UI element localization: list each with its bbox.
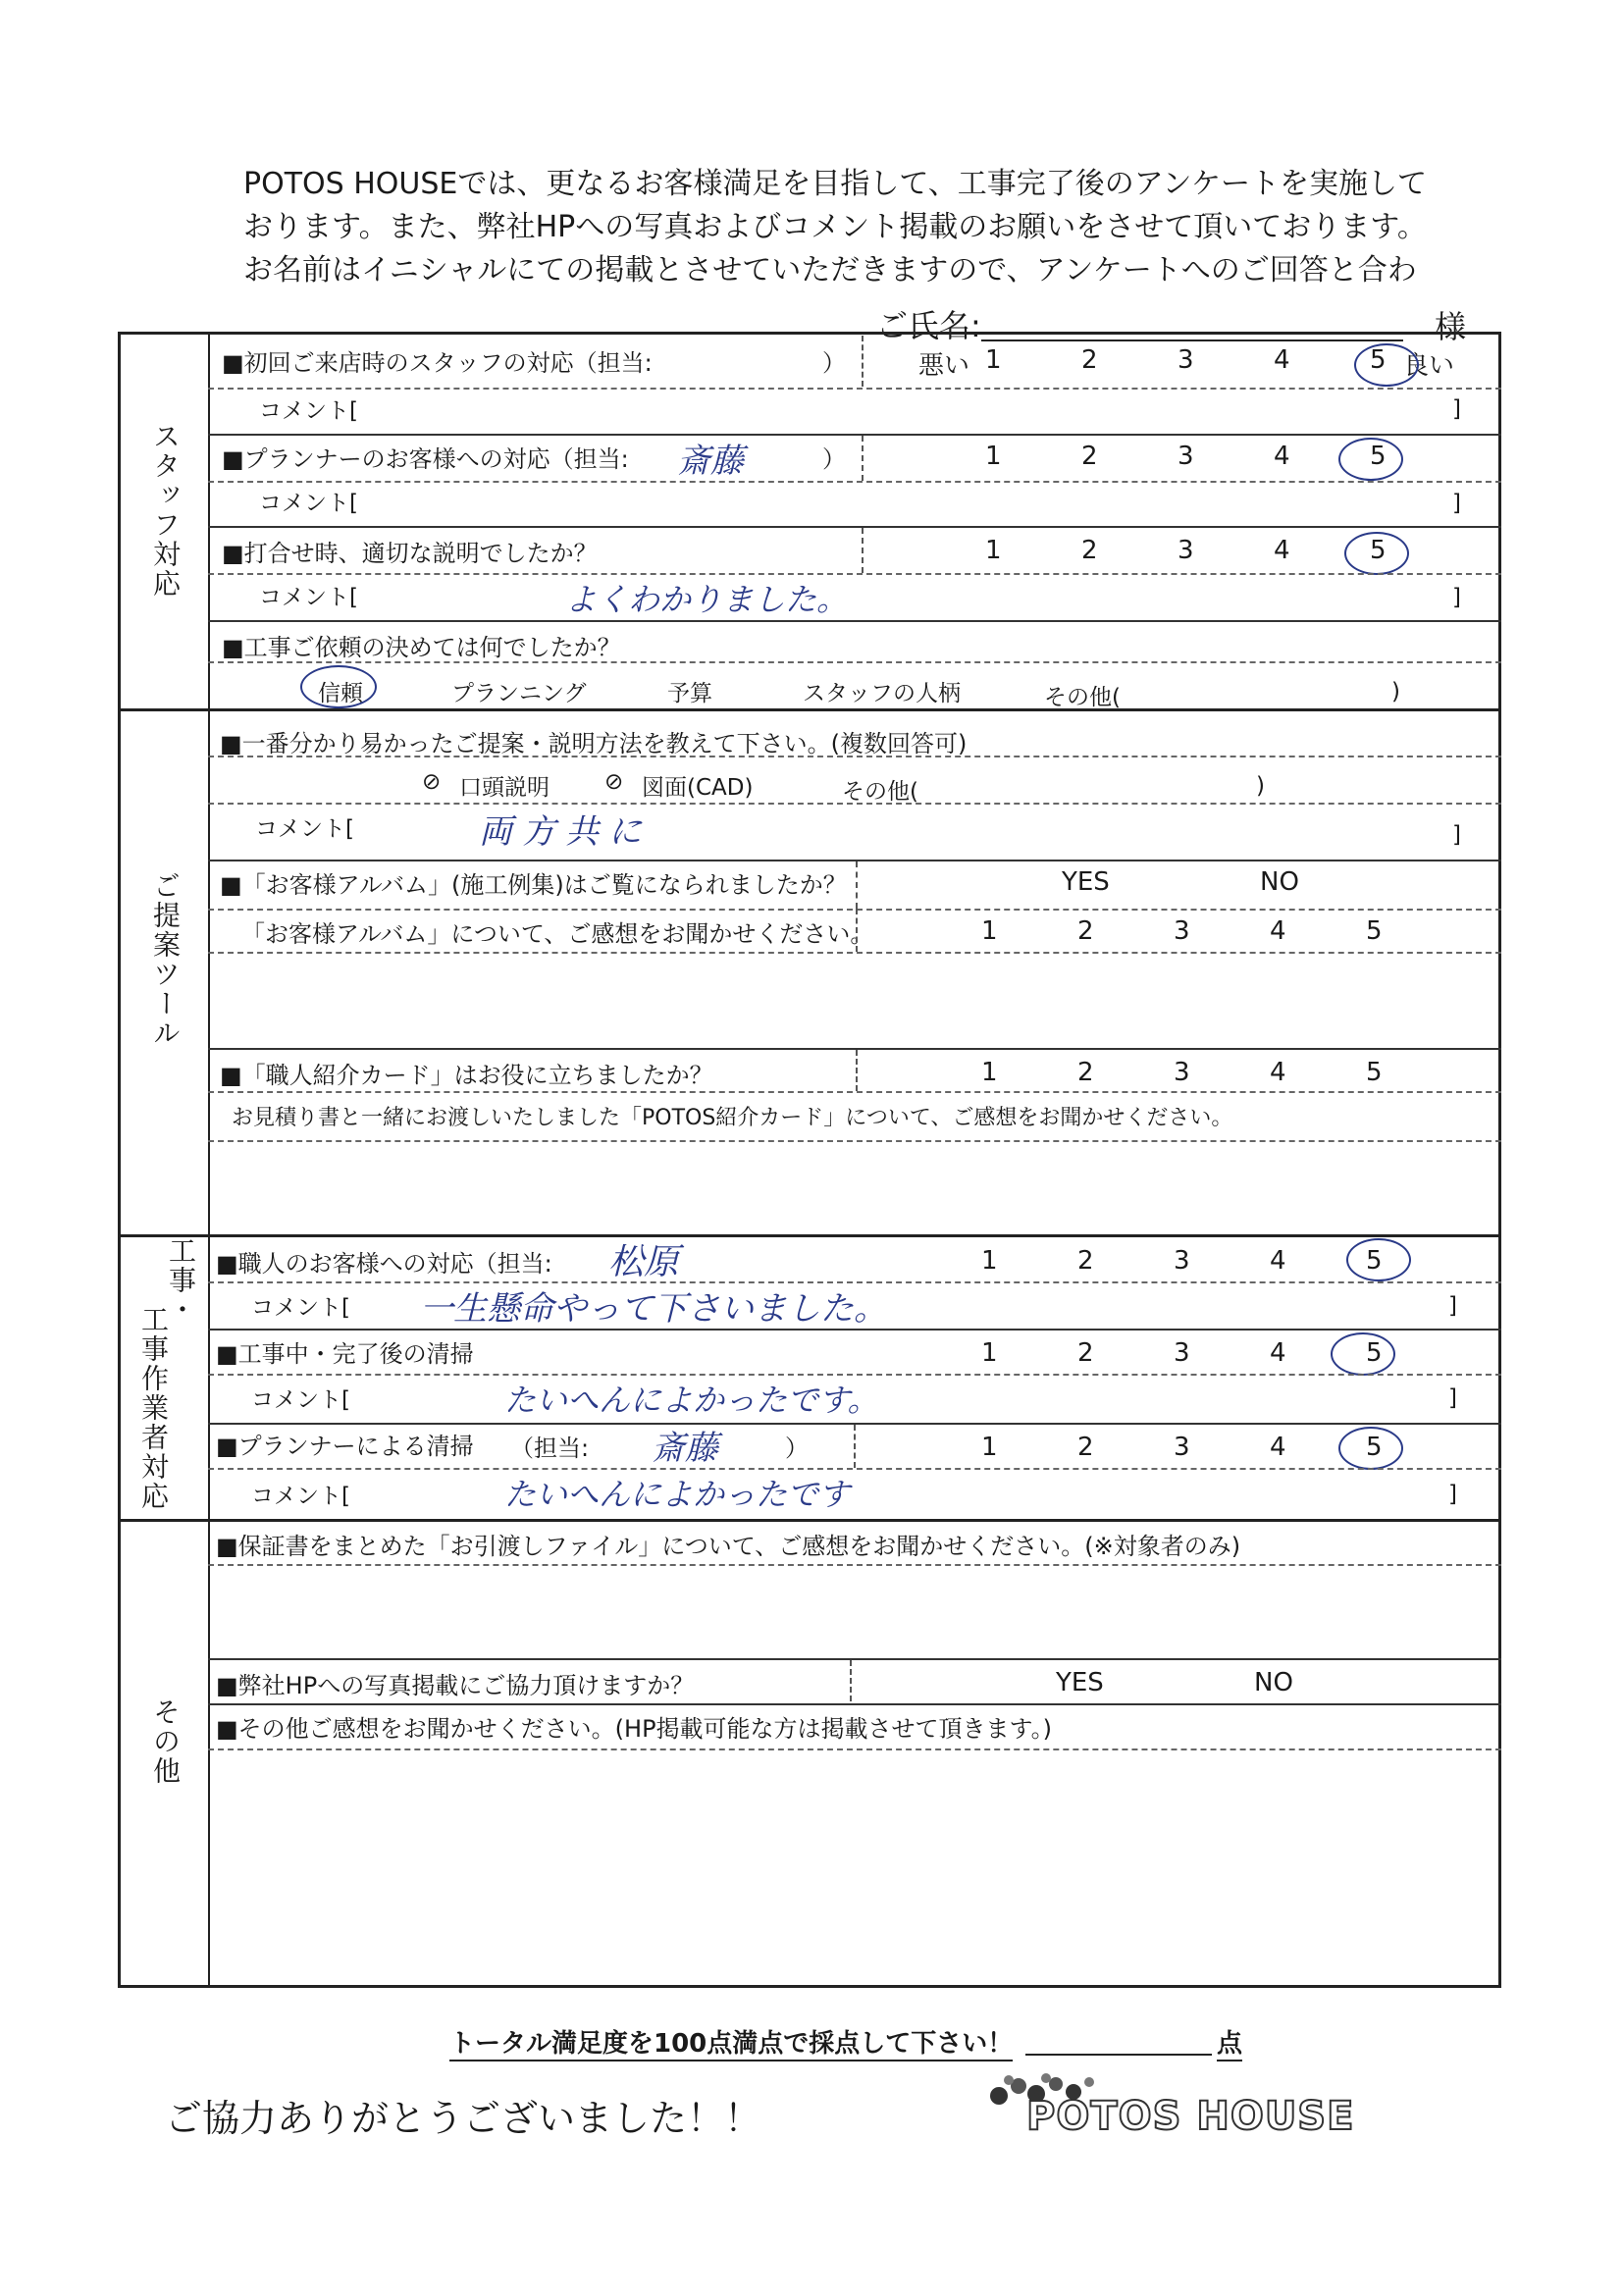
construction-q2-answer: たいへんによかったです。 [504,1382,879,1419]
construction-q3-opt-5[interactable]: 5 [1366,1433,1383,1462]
proposal-q1-opt-cad[interactable]: 図面(CAD) [642,775,754,801]
construction-q2-opt-5[interactable]: 5 [1366,1338,1383,1368]
staff-q3-opt-1[interactable]: 1 [985,536,1002,565]
proposal-q1-answer: 両方共に [479,812,652,852]
construction-q2-comment-label: コメント[ [251,1387,350,1413]
proposal-q3-opt-4[interactable]: 4 [1270,916,1286,946]
proposal-q4-opt-1[interactable]: 1 [981,1058,998,1087]
proposal-q1-comment-label: コメント[ [255,816,354,842]
staff-q1-opt-4[interactable]: 4 [1274,345,1290,375]
construction-q1-selected-mark [1346,1238,1411,1281]
proposal-q3-opt-2[interactable]: 2 [1077,916,1094,946]
construction-q3-label: ■プランナーによる清掃 [216,1433,474,1460]
staff-q4-label: ■工事ご依頼の決めては何でしたか？ [222,634,621,661]
proposal-q1-label: ■一番分かり易かったご提案・説明方法を教えて下さい。(複数回答可) [220,730,968,757]
thanks-message: ご協力ありがとうございました！！ [165,2097,762,2140]
other-q2-yes[interactable]: YES [1056,1668,1104,1697]
staff-q3-comment-end: ] [1452,585,1461,610]
construction-q3-opt-1[interactable]: 1 [981,1433,998,1462]
construction-q2-opt-2[interactable]: 2 [1077,1338,1094,1368]
proposal-q3-opt-3[interactable]: 3 [1174,916,1190,946]
intro-line-1: POTOS HOUSEでは、更なるお客様満足を目指して、工事完了後のアンケートを実施して [243,167,1427,201]
proposal-q4-opt-4[interactable]: 4 [1270,1058,1286,1087]
staff-q1-comment-label: コメント[ [259,398,358,424]
staff-q4-opt-trust[interactable]: 信頼 [318,681,363,706]
scale-bad-label: 悪い [918,351,970,381]
construction-q3-tanto: （担当: [510,1435,590,1462]
total-score-field[interactable] [1025,2054,1212,2056]
staff-q3-label: ■打合せ時、適切な説明でしたか？ [222,540,598,567]
construction-q2-opt-4[interactable]: 4 [1270,1338,1286,1368]
construction-q3-opt-2[interactable]: 2 [1077,1433,1094,1462]
total-score-unit: 点 [1217,2023,1242,2061]
construction-q2-opt-3[interactable]: 3 [1174,1338,1190,1368]
proposal-q1-other-close: ) [1256,773,1265,799]
construction-q3-comment-end: ] [1448,1482,1457,1507]
section-staff: スタッフ対応 [149,422,182,599]
construction-q3-close: ） [785,1435,809,1462]
other-q2-no[interactable]: NO [1254,1668,1293,1697]
intro-text [243,163,1427,292]
construction-q1-opt-3[interactable]: 3 [1174,1246,1190,1276]
staff-q1-opt-5[interactable]: 5 [1370,345,1387,375]
proposal-q3-opt-5[interactable]: 5 [1366,916,1383,946]
construction-q1-opt-5[interactable]: 5 [1366,1246,1383,1276]
scale-good-label: 良い [1403,351,1455,381]
staff-q1-opt-2[interactable]: 2 [1081,345,1098,375]
proposal-q2-no[interactable]: NO [1260,867,1299,897]
staff-q2-opt-3[interactable]: 3 [1178,442,1194,471]
proposal-q5-label: お見積り書と一緒にお渡しいたしました「POTOS紹介カード」について、ご感想をお聞かせください。 [232,1106,1233,1130]
staff-q4-selected-mark [300,665,377,708]
staff-q4-opt-planning[interactable]: プランニング [451,681,587,706]
proposal-q1-comment-end: ] [1452,822,1461,848]
construction-q1-comment-label: コメント[ [251,1295,350,1321]
proposal-q5-answer-area[interactable] [210,1142,1497,1232]
staff-q1-opt-1[interactable]: 1 [985,345,1002,375]
intro-line-2: おります。また、弊社HPへの写真およびコメント掲載のお願いをさせて頂いております。 [243,210,1427,244]
staff-q2-opt-2[interactable]: 2 [1081,442,1098,471]
staff-q1-close: ） [822,349,846,377]
name-label: ご氏名: [876,307,981,344]
proposal-q4-opt-2[interactable]: 2 [1077,1058,1094,1087]
proposal-q1-opt-other[interactable]: その他( [842,779,918,805]
staff-q3-opt-3[interactable]: 3 [1178,536,1194,565]
staff-q2-person: 斎藤 [677,442,744,481]
proposal-q1-opt-oral[interactable]: 口頭説明 [459,775,550,801]
staff-q1-label: ■初回ご来店時のスタッフの対応（担当: [222,349,653,377]
staff-q1-comment-end: ] [1452,396,1461,422]
staff-q2-close: ） [822,445,846,473]
intro-line-3: お名前はイニシャルにての掲載とさせていただきますので、アンケートへのご回答と合わ [243,253,1417,287]
staff-q2-label: ■プランナーのお客様への対応（担当: [222,445,629,473]
proposal-q2-yes[interactable]: YES [1062,867,1110,897]
section-construction-b: 工事作業者対応 [137,1305,170,1511]
proposal-q3-answer-area[interactable] [210,954,1497,1048]
proposal-q4-opt-3[interactable]: 3 [1174,1058,1190,1087]
construction-q3-person: 斎藤 [652,1429,718,1468]
construction-q1-opt-1[interactable]: 1 [981,1246,998,1276]
staff-q3-selected-mark [1344,532,1409,575]
construction-q2-comment-end: ] [1448,1385,1457,1411]
section-construction-a: 工事・ [165,1236,197,1325]
staff-q2-opt-4[interactable]: 4 [1274,442,1290,471]
staff-q2-opt-1[interactable]: 1 [985,442,1002,471]
staff-q3-opt-2[interactable]: 2 [1081,536,1098,565]
staff-q3-comment-label: コメント[ [259,585,358,610]
staff-q2-comment-label: コメント[ [259,491,358,516]
staff-q4-other-close: ) [1391,679,1400,704]
construction-q1-opt-4[interactable]: 4 [1270,1246,1286,1276]
construction-q3-answer: たいへんによかったです [504,1476,851,1513]
construction-q1-opt-2[interactable]: 2 [1077,1246,1094,1276]
section-other: その他 [149,1697,182,1786]
name-suffix: 様 [1435,308,1467,345]
proposal-q1-opt-cad-mark: ⊘ [604,769,624,795]
construction-q1-answer: 一生懸命やって下さいました。 [420,1289,887,1329]
construction-q2-opt-1[interactable]: 1 [981,1338,998,1368]
construction-q3-selected-mark [1338,1427,1403,1470]
total-score-label: トータル満足度を100点満点で採点して下さい！ [449,2023,1013,2061]
construction-q2-label: ■工事中・完了後の清掃 [216,1340,474,1368]
staff-q4-opt-staff[interactable]: スタッフの人柄 [803,681,961,706]
construction-q2-selected-mark [1331,1332,1395,1376]
logo-text: POTOS HOUSE [1026,2094,1355,2139]
other-q3-answer-area[interactable] [210,1750,1497,1982]
proposal-q2-label: ■「お客様アルバム」(施工例集)はご覧になられましたか？ [220,871,847,899]
staff-q3-answer: よくわかりました。 [565,581,849,618]
staff-q2-opt-5[interactable]: 5 [1370,442,1387,471]
section-proposal: ご提案ツール [149,871,182,1048]
proposal-q4-opt-5[interactable]: 5 [1366,1058,1383,1087]
staff-q2-comment-end: ] [1452,491,1461,516]
construction-q3-opt-3[interactable]: 3 [1174,1433,1190,1462]
construction-q3-comment-label: コメント[ [251,1484,350,1509]
other-q3-label: ■その他ご感想をお聞かせください。(HP掲載可能な方は掲載させて頂きます。) [216,1715,1052,1743]
staff-q4-opt-other[interactable]: その他( [1044,685,1121,710]
proposal-q3-opt-1[interactable]: 1 [981,916,998,946]
proposal-q4-label: ■「職人紹介カード」はお役に立ちましたか？ [220,1062,713,1089]
staff-q1-selected-mark [1354,343,1419,387]
proposal-q3-label: 「お客様アルバム」について、ご感想をお聞かせください。 [241,920,874,948]
staff-q3-opt-5[interactable]: 5 [1370,536,1387,565]
construction-q1-comment-end: ] [1448,1293,1457,1319]
staff-q2-selected-mark [1338,438,1403,481]
other-q1-answer-area[interactable] [210,1566,1497,1658]
other-q1-label: ■保証書をまとめた「お引渡しファイル」について、ご感想をお聞かせください。(※対象者のみ) [216,1533,1241,1560]
construction-q1-label: ■職人のお客様への対応（担当: [216,1250,552,1278]
construction-q3-opt-4[interactable]: 4 [1270,1433,1286,1462]
construction-q1-person: 松原 [608,1242,680,1282]
staff-q1-opt-3[interactable]: 3 [1178,345,1194,375]
proposal-q1-opt-oral-mark: ⊘ [422,769,442,795]
other-q2-label: ■弊社HPへの写真掲載にご協力頂けますか？ [216,1672,695,1699]
staff-q4-opt-budget[interactable]: 予算 [667,681,712,706]
staff-q3-opt-4[interactable]: 4 [1274,536,1290,565]
